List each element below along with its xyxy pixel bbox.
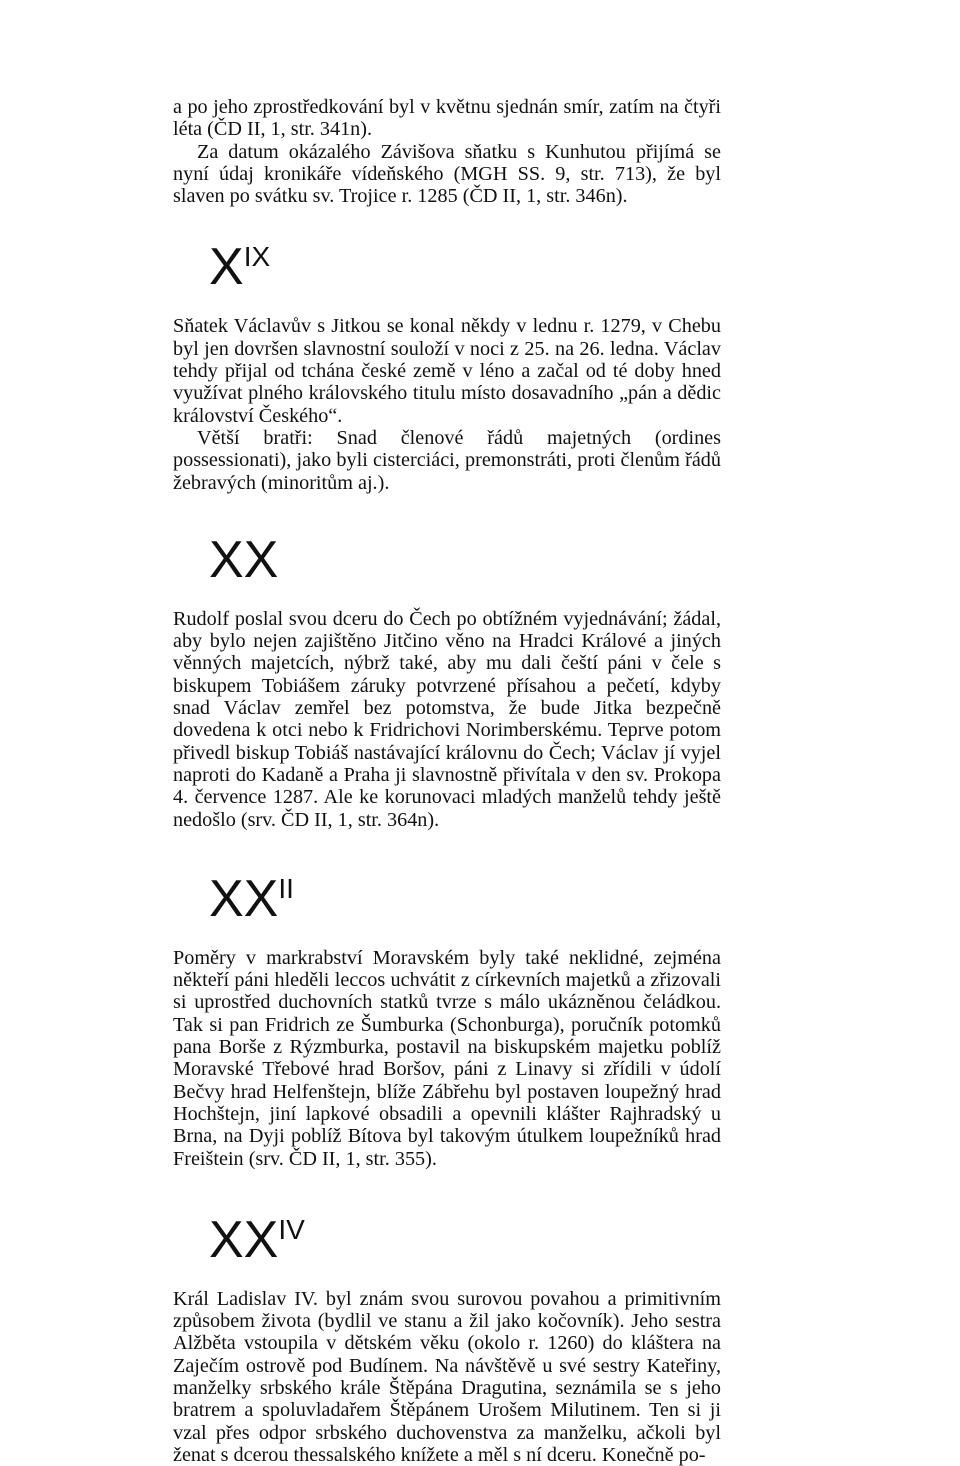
paragraph: Za datum okázalého Závišova sňatku s Kunhutou přijímá se nyní údaj kronikáře vídeňského (MGH SS. 9, str. 713), že byl slaven po svátku sv. Trojice r. 1285 (ČD II, 1, str. 346n). [173, 140, 721, 208]
paragraph: Poměry v markrabství Moravském byly také neklidné, zejména někteří páni hleděli leccos uchvátit z církevních majetků a zřizovali si uprostřed duchovních statků tvrze s málo ukázněnou čeládkou. Tak si pan Fridrich ze Šumburka (Schonburga), poručník potomků pana Borše z Rýzmburka, postavil na biskupském majetku poblíž Moravské Třebové hrad Boršov, páni z Linavy si zřídili v údolí Bečvy hrad Helfenštejn, blíže Zábřehu byl postaven loupežný hrad Hochštejn, jiní lapkové obsadili a opevnili klášter Rajhradský u Brna, na Dyji poblíž Bítova byl takovým útulkem loupežníků hrad Freištein (srv. ČD II, 1, str. 355). [173, 946, 721, 1170]
section-heading-xxiv [173, 1204, 721, 1269]
paragraph: Rudolf poslal svou dceru do Čech po obtížném vyjednávání; žádal, aby bylo nejen zajištěno Jitčino věno na Hradci Králové a jiných věnných majetcích, nýbrž také, aby mu dali čeští páni v čele s biskupem Tobiášem záruky potvrzené přísahou a pečetí, kdyby snad Václav zemřel bez potomstva, že bude Jitka bezpečně dovedena k otci nebo k Fridrichovi Norimberskému. Teprve potom přivedl biskup Tobiáš nastávající královnu do Čech; Václav jí vyjel naproti do Kadaně a Praha ji slavnostně přivítala v den sv. Prokopa 4. července 1287. Ale ke korunovaci mladých manželů tehdy ještě nedošlo (srv. ČD II, 1, str. 364n). [173, 607, 721, 831]
heading-main: XX [209, 1210, 279, 1269]
paragraph: a po jeho zprostředkování byl v květnu sjednán smír, zatím na čtyři léta (ČD II, 1, str. 341n). [173, 96, 721, 141]
heading-main: X [209, 238, 244, 297]
heading-superscript: IV [278, 1213, 305, 1245]
heading-main: XX [209, 530, 279, 589]
page-body [173, 96, 721, 1466]
heading-superscript: IX [243, 241, 271, 273]
paragraph: Větší bratři: Snad členové řádů majetných (ordines possessionati), jako byli cisterciáci, premonstráti, proti členům řádů žebravých (minoritům aj.). [173, 426, 721, 494]
heading-superscript: II [278, 872, 294, 904]
paragraph: Sňatek Václavův s Jitkou se konal někdy v lednu r. 1279, v Chebu byl jen dovršen slavnostní souloží v noci z 25. na 26. ledna. Václav tehdy přijal od tchána české země v léno a začal od té doby hned využívat plného královského titulu místo dosavadního „pán a dědic království Českého“. [173, 315, 721, 427]
paragraph: Král Ladislav IV. byl znám svou surovou povahou a primitivním způsobem života (bydlil ve stanu a žil jako kočovník). Jeho sestra Alžběta vstoupila v dětském věku (okolo r. 1260) do kláštera na Zaječím ostrově pod Budínem. Na návštěvě u své sestry Kateřiny, manželky srbského krále Štěpána Dragutina, seznámila se s jeho bratrem a spoluvladařem Štěpánem Urošem Milutinem. Ten si ji vzal přes odpor srbského duchovenstva za manželku, ačkoli byl ženat s dcerou thessalského knížete a měl s ní dceru. Konečně po- [173, 1287, 721, 1466]
section-heading-xx [173, 524, 721, 589]
heading-main: XX [209, 869, 279, 928]
section-heading-xix [173, 231, 721, 297]
section-heading-xxii [173, 863, 721, 928]
